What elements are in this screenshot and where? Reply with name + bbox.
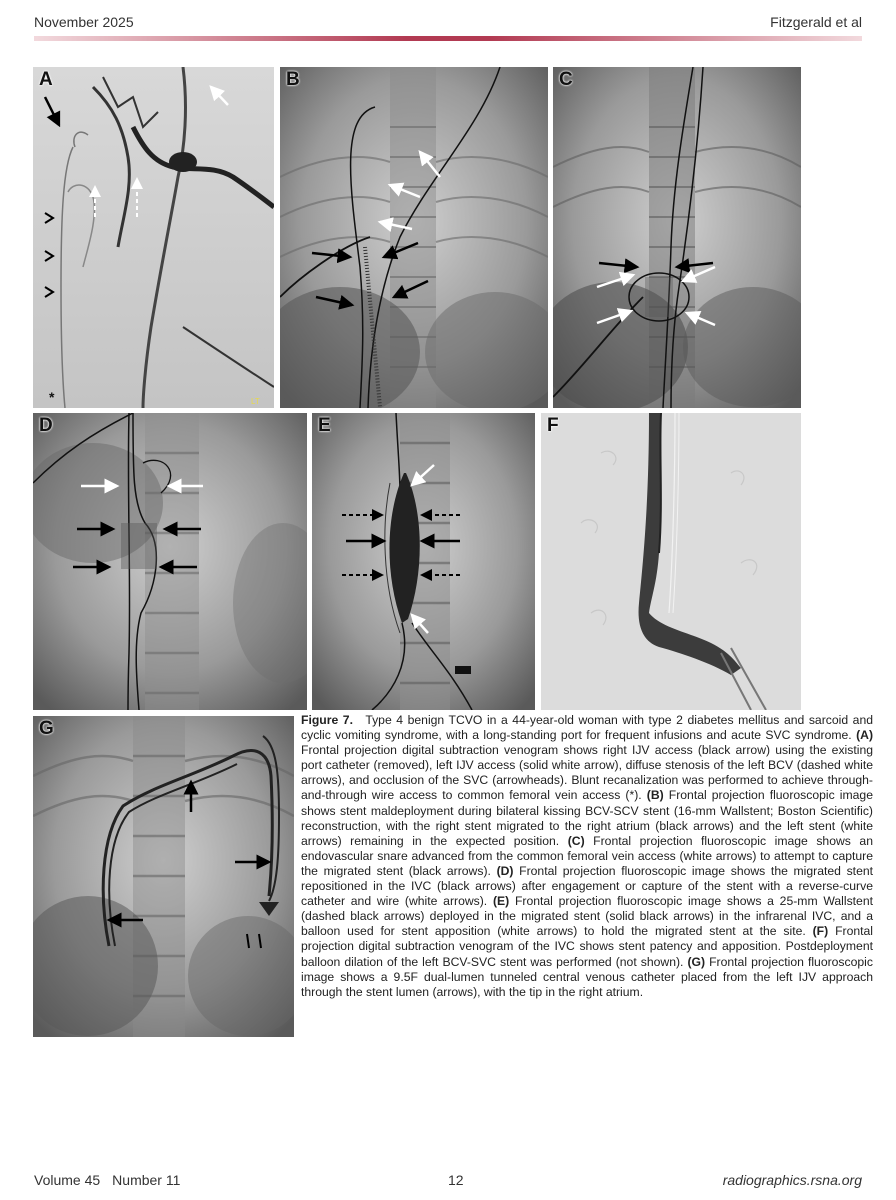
caption-text-a: Frontal projection digital subtraction venogram shows right IJV access (black arrow) using the existing port catheter (removed), left IJV access (solid white arrow), diffuse stenosis of the left BCV (dashed white arrows), and occlusion of the SVC (arrowheads). Blunt recanalization was performed to achieve through-and-through wire access to common femoral vein access (*). bbox=[301, 743, 873, 803]
footer-issue bbox=[34, 1172, 180, 1188]
panel-b-label: B bbox=[286, 69, 300, 90]
panel-c-image bbox=[553, 67, 801, 408]
footer-number: Number 11 bbox=[112, 1172, 181, 1188]
panel-e-label: E bbox=[318, 415, 331, 436]
figure-panel-a bbox=[33, 67, 274, 408]
panel-a-label: A bbox=[39, 69, 53, 90]
footer-volume: Volume 45 bbox=[34, 1172, 101, 1188]
running-header-authors: Fitzgerald et al bbox=[770, 14, 862, 30]
caption-text-c: Frontal projection fluoroscopic image shows an endovascular snare advanced from the common femoral vein access (white arrows) to attempt to capture the migrated stent (black arrows). bbox=[301, 833, 873, 878]
figure-caption bbox=[301, 713, 873, 1000]
figure-panel-d bbox=[33, 413, 307, 710]
figure-panel-b bbox=[280, 67, 548, 408]
caption-label-a: (A) bbox=[856, 728, 873, 743]
caption-text-d: Frontal projection fluoroscopic image shows the migrated stent repositioned in the IVC (black arrows) after engagement or capture of the stent with a reverse-curve catheter and wire (white arrows). bbox=[301, 863, 874, 909]
caption-text-b: Frontal projection fluoroscopic image shows stent maldeployment during bilateral kissing BCV-SCV stent (16-mm Wallstent; Boston Scientific) reconstruction, with the right stent migrated to the right atrium (black arrows) and the left stent (white arrows) remaining in the expected position. bbox=[301, 788, 873, 848]
caption-label-e: (E) bbox=[492, 894, 510, 909]
panel-f-label: F bbox=[547, 415, 559, 436]
header-rule bbox=[34, 36, 862, 41]
caption-label-c: (C) bbox=[567, 833, 585, 848]
caption-label-f: (F) bbox=[812, 924, 829, 939]
panel-c-label: C bbox=[559, 69, 573, 90]
caption-label-b: (B) bbox=[646, 788, 664, 803]
caption-text-e: Frontal projection fluoroscopic image shows a 25-mm Wallstent (dashed black arrows) deployed in the migrated stent (solid black arrows) in the infrarenal IVC, and a balloon used for stent apposition (white arrows) to hold the migrated stent at the site. bbox=[301, 894, 873, 939]
panel-d-image bbox=[33, 413, 307, 710]
panel-g-label: G bbox=[39, 718, 54, 739]
panel-a-image bbox=[33, 67, 274, 408]
figure-number: Figure 7. bbox=[301, 713, 353, 727]
footer-page-number: 12 bbox=[448, 1172, 464, 1188]
femoral-access-star: * bbox=[49, 389, 55, 405]
caption-text-f: Frontal projection digital subtraction venogram of the IVC shows stent patency and apposition. Postdeployment balloon dilation of the left BCV-SVC stent was performed (not shown). bbox=[301, 924, 873, 969]
figure-panel-g bbox=[33, 716, 294, 1037]
caption-text-g: Frontal projection fluoroscopic image shows a 9.5F dual-lumen tunneled central venous catheter placed from the left IJV approach through the stent lumen (arrows), with the tip in the right atrium. bbox=[301, 954, 873, 999]
figure-panel-c bbox=[553, 67, 801, 408]
footer-site[interactable]: radiographics.rsna.org bbox=[722, 1172, 862, 1188]
figure-panel-f bbox=[541, 413, 801, 710]
panel-g-image bbox=[33, 716, 294, 1037]
laterality-marker: LT bbox=[251, 397, 260, 406]
running-header-date: November 2025 bbox=[34, 14, 134, 30]
panel-e-image bbox=[312, 413, 535, 710]
panel-f-image bbox=[541, 413, 801, 710]
caption-label-g: (G) bbox=[687, 954, 706, 969]
panel-d-label: D bbox=[39, 415, 53, 436]
panel-b-image bbox=[280, 67, 548, 408]
figure-panel-e bbox=[312, 413, 535, 710]
caption-label-d: (D) bbox=[496, 863, 514, 878]
caption-intro: Type 4 benign TCVO in a 44-year-old woman with type 2 diabetes mellitus and sarcoid and cyclic vomiting syndrome, with a long-standing port for frequent infusions and acute SVC syndrome. bbox=[301, 713, 874, 743]
